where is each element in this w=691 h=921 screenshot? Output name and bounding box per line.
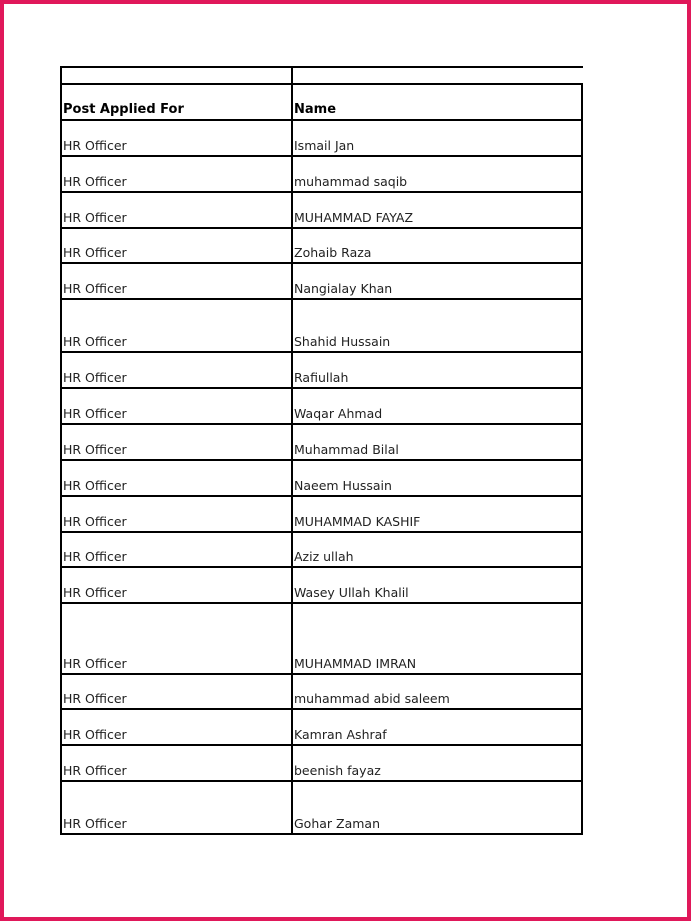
post-cell: HR Officer: [60, 604, 293, 673]
table-row: [60, 193, 583, 229]
table-row: [60, 425, 583, 461]
name-cell: MUHAMMAD KASHIF: [293, 497, 583, 531]
post-cell: HR Officer: [60, 710, 293, 744]
post-cell: HR Officer: [60, 782, 293, 833]
name-cell: Wasey Ullah Khalil: [293, 568, 583, 602]
name-cell: Muhammad Bilal: [293, 425, 583, 459]
table-row: [60, 121, 583, 157]
name-cell: beenish fayaz: [293, 746, 583, 780]
name-cell: Nangialay Khan: [293, 264, 583, 298]
table-row: [60, 229, 583, 264]
table-row: [60, 461, 583, 497]
post-cell: HR Officer: [60, 353, 293, 387]
table-row: [60, 264, 583, 300]
post-cell: HR Officer: [60, 389, 293, 423]
post-cell: HR Officer: [60, 229, 293, 262]
table-header-row: [60, 85, 583, 121]
post-cell: HR Officer: [60, 121, 293, 155]
header-name: Name: [293, 85, 583, 119]
header-post-applied-for: Post Applied For: [60, 85, 293, 119]
name-cell: MUHAMMAD FAYAZ: [293, 193, 583, 227]
name-cell: Waqar Ahmad: [293, 389, 583, 423]
table-row: [60, 497, 583, 533]
name-cell: MUHAMMAD IMRAN: [293, 604, 583, 673]
table-row: [60, 353, 583, 389]
name-cell: muhammad abid saleem: [293, 675, 583, 708]
table-row: [60, 157, 583, 193]
post-cell: HR Officer: [60, 157, 293, 191]
post-cell: HR Officer: [60, 300, 293, 351]
table-row: [60, 568, 583, 604]
name-cell: Naeem Hussain: [293, 461, 583, 495]
spacer-cell: [293, 68, 583, 83]
table-row: [60, 389, 583, 425]
post-cell: HR Officer: [60, 497, 293, 531]
name-cell: Kamran Ashraf: [293, 710, 583, 744]
post-cell: HR Officer: [60, 568, 293, 602]
post-cell: HR Officer: [60, 193, 293, 227]
post-cell: HR Officer: [60, 425, 293, 459]
table-row: [60, 746, 583, 782]
table-top-spacer-row: [60, 66, 583, 85]
name-cell: Shahid Hussain: [293, 300, 583, 351]
table-row: [60, 675, 583, 710]
table-row: [60, 300, 583, 353]
name-cell: Rafiullah: [293, 353, 583, 387]
table-row: [60, 782, 583, 835]
name-cell: Ismail Jan: [293, 121, 583, 155]
applicants-table: [60, 66, 583, 835]
post-cell: HR Officer: [60, 461, 293, 495]
post-cell: HR Officer: [60, 533, 293, 566]
table-row: [60, 533, 583, 568]
post-cell: HR Officer: [60, 675, 293, 708]
name-cell: muhammad saqib: [293, 157, 583, 191]
name-cell: Gohar Zaman: [293, 782, 583, 833]
name-cell: Aziz ullah: [293, 533, 583, 566]
post-cell: HR Officer: [60, 264, 293, 298]
table-row: [60, 710, 583, 746]
post-cell: HR Officer: [60, 746, 293, 780]
table-row: [60, 604, 583, 675]
spacer-cell: [60, 68, 293, 83]
name-cell: Zohaib Raza: [293, 229, 583, 262]
